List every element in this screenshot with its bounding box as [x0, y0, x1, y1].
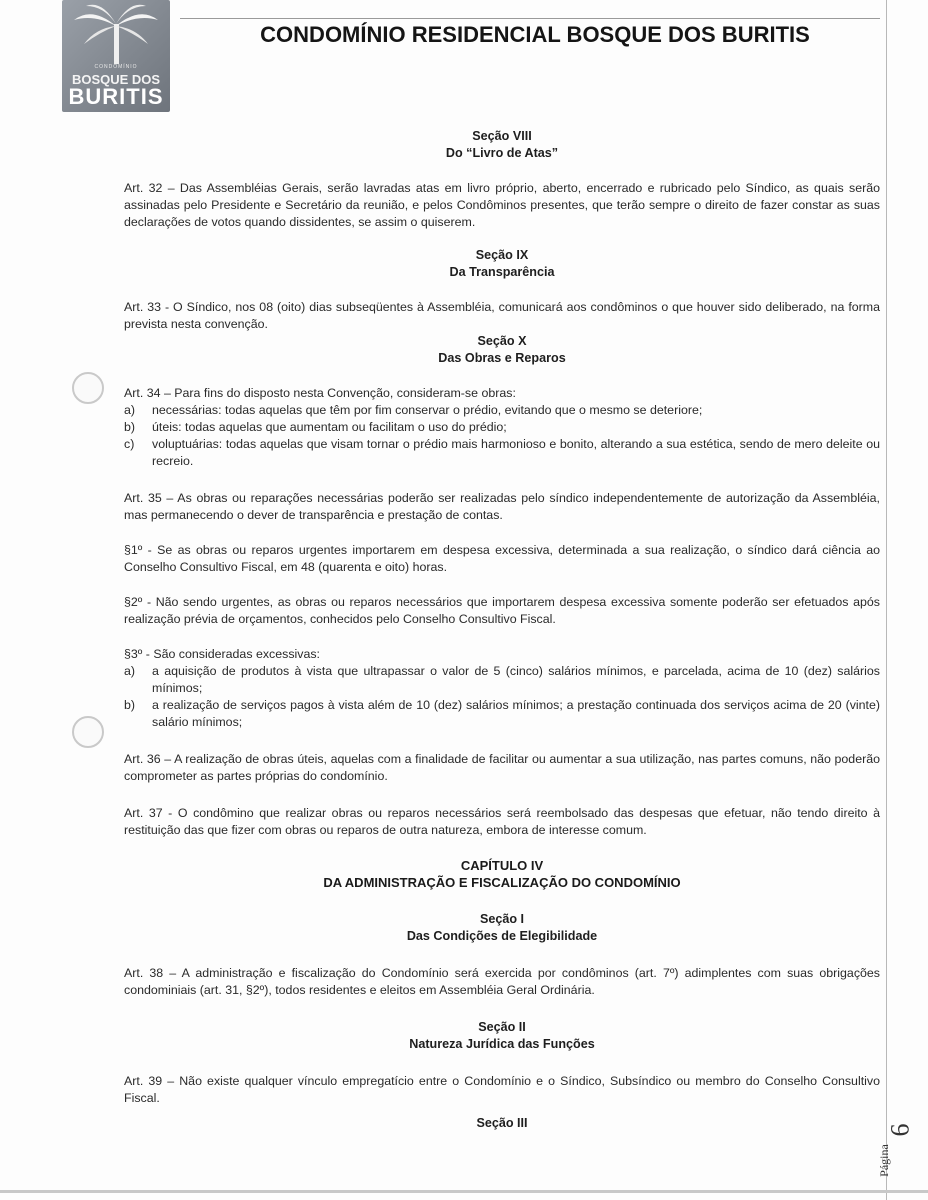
list-text: úteis: todas aquelas que aumentam ou facilitam o uso do prédio;	[152, 420, 507, 434]
document-title: CONDOMÍNIO RESIDENCIAL BOSQUE DOS BURITIS	[260, 22, 810, 47]
section-title: Seção III	[476, 1116, 528, 1130]
article-33: Art. 33 - O Síndico, nos 08 (oito) dias subseqüentes à Assembléia, comunicará aos condôminos o que houver sido deliberado, na forma prevista nesta convenção.	[124, 300, 880, 331]
list-item	[124, 436, 880, 470]
article-35-paragraph-1: §1º - Se as obras ou reparos urgentes importarem em despesa excessiva, determinada a sua realização, o síndico dará ciência ao Conselho Consultivo Fiscal, em 48 (quarenta e oito) horas.	[124, 543, 880, 574]
list-text: a realização de serviços pagos à vista além de 10 (dez) salários mínimos; a prestação continuada dos serviços acima de 20 (vinte) salário mínimos;	[152, 698, 880, 729]
article-32: Art. 32 – Das Assembléias Gerais, serão lavradas atas em livro próprio, aberto, encerrado e rubricado pelo Síndico, as quais serão assinadas pelo Presidente e Secretário da reunião, e pelos Condôminos presentes, que terão sempre o direito de fazer constar as suas declarações de votos quando dissidentes, se assim o quiserem.	[124, 181, 880, 229]
palm-tree-icon	[62, 0, 170, 70]
section-subtitle: Das Obras e Reparos	[438, 351, 566, 365]
article-35-paragraph-3: §3º - São consideradas excessivas:	[124, 647, 320, 661]
page-number-value: 6	[885, 1123, 915, 1137]
article-35: Art. 35 – As obras ou reparações necessárias poderão ser realizadas pelo síndico independentemente de autorização da Assembléia, mas permanecendo o dever de transparência e prestação de contas.	[124, 491, 880, 522]
logo-caption: CONDOMÍNIO	[94, 64, 138, 70]
chapter-title: CAPÍTULO IV	[460, 858, 544, 873]
list-label: a)	[124, 403, 136, 417]
list-label: b)	[124, 698, 136, 712]
article-39: Art. 39 – Não existe qualquer vínculo empregatício entre o Condomínio e o Síndico, Subsíndico ou membro do Conselho Consultivo Fiscal.	[124, 1074, 880, 1105]
list-item	[124, 697, 880, 731]
article-34-list	[124, 402, 880, 470]
list-label: c)	[124, 437, 135, 451]
section-subtitle: Natureza Jurídica das Funções	[409, 1037, 595, 1051]
punch-hole	[72, 372, 104, 404]
article-38: Art. 38 – A administração e fiscalização do Condomínio será exercida por condôminos (art. 7º) adimplentes com suas obrigações condominiais (art. 31, §2º), todos residentes e eleitos em Assembléia Geral Ordinária.	[124, 966, 880, 997]
list-text: a aquisição de produtos à vista que ultrapassar o valor de 5 (cinco) salários mínimos, e parcelada, acima de 10 (dez) salários mínimos;	[152, 664, 880, 695]
article-36: Art. 36 – A realização de obras úteis, aquelas com a finalidade de facilitar ou aumentar a sua utilização, nas partes comuns, não poderão comprometer as partes próprias do condomínio.	[124, 752, 880, 783]
list-item	[124, 419, 880, 436]
section-subtitle: Das Condições de Elegibilidade	[406, 929, 598, 943]
section-title: Seção II	[478, 1020, 526, 1034]
page-number	[876, 1115, 924, 1195]
list-item	[124, 663, 880, 697]
list-label: a)	[124, 664, 136, 678]
section-title: Seção X	[477, 334, 527, 348]
list-text: necessárias: todas aquelas que têm por fim conservar o prédio, evitando que o mesmo se deteriore;	[152, 403, 703, 417]
section-title: Seção I	[479, 912, 525, 926]
footer-rule	[0, 1190, 928, 1193]
logo-text-top: BOSQUE DOS	[71, 72, 161, 87]
article-34-intro: Art. 34 – Para fins do disposto nesta Convenção, consideram-se obras:	[124, 386, 516, 400]
margin-rule	[886, 0, 887, 1200]
section-title: Seção VIII	[472, 129, 532, 143]
article-35-list	[124, 663, 880, 731]
condominium-logo	[62, 0, 170, 112]
article-37: Art. 37 - O condômino que realizar obras ou reparos necessários será reembolsado das despesas que efetuar, não tendo direito à restituição das que fizer com obras ou reparos de outra natureza, embora de interesse comum.	[124, 806, 880, 837]
chapter-subtitle: DA ADMINISTRAÇÃO E FISCALIZAÇÃO DO CONDOMÍNIO	[323, 875, 681, 890]
page-number-label: Página	[876, 1144, 891, 1177]
document-body	[124, 128, 880, 1132]
article-35-paragraph-2: §2º - Não sendo urgentes, as obras ou reparos necessários que importarem despesa excessiva somente poderão ser efetuados após realização prévia de orçamentos, conhecidos pelo Conselho Consultivo Fiscal.	[124, 595, 880, 626]
list-label: b)	[124, 420, 136, 434]
header-rule	[180, 18, 880, 19]
list-item	[124, 402, 880, 419]
list-text: voluptuárias: todas aquelas que visam tornar o prédio mais harmonioso e bonito, alterando a sua estética, sendo de mero deleite ou recreio.	[152, 437, 880, 468]
section-title: Seção IX	[475, 248, 529, 262]
punch-hole	[72, 716, 104, 748]
logo-text-bottom: BURITIS	[68, 84, 164, 109]
section-subtitle: Do “Livro de Atas”	[445, 146, 559, 160]
section-subtitle: Da Transparência	[449, 265, 555, 279]
